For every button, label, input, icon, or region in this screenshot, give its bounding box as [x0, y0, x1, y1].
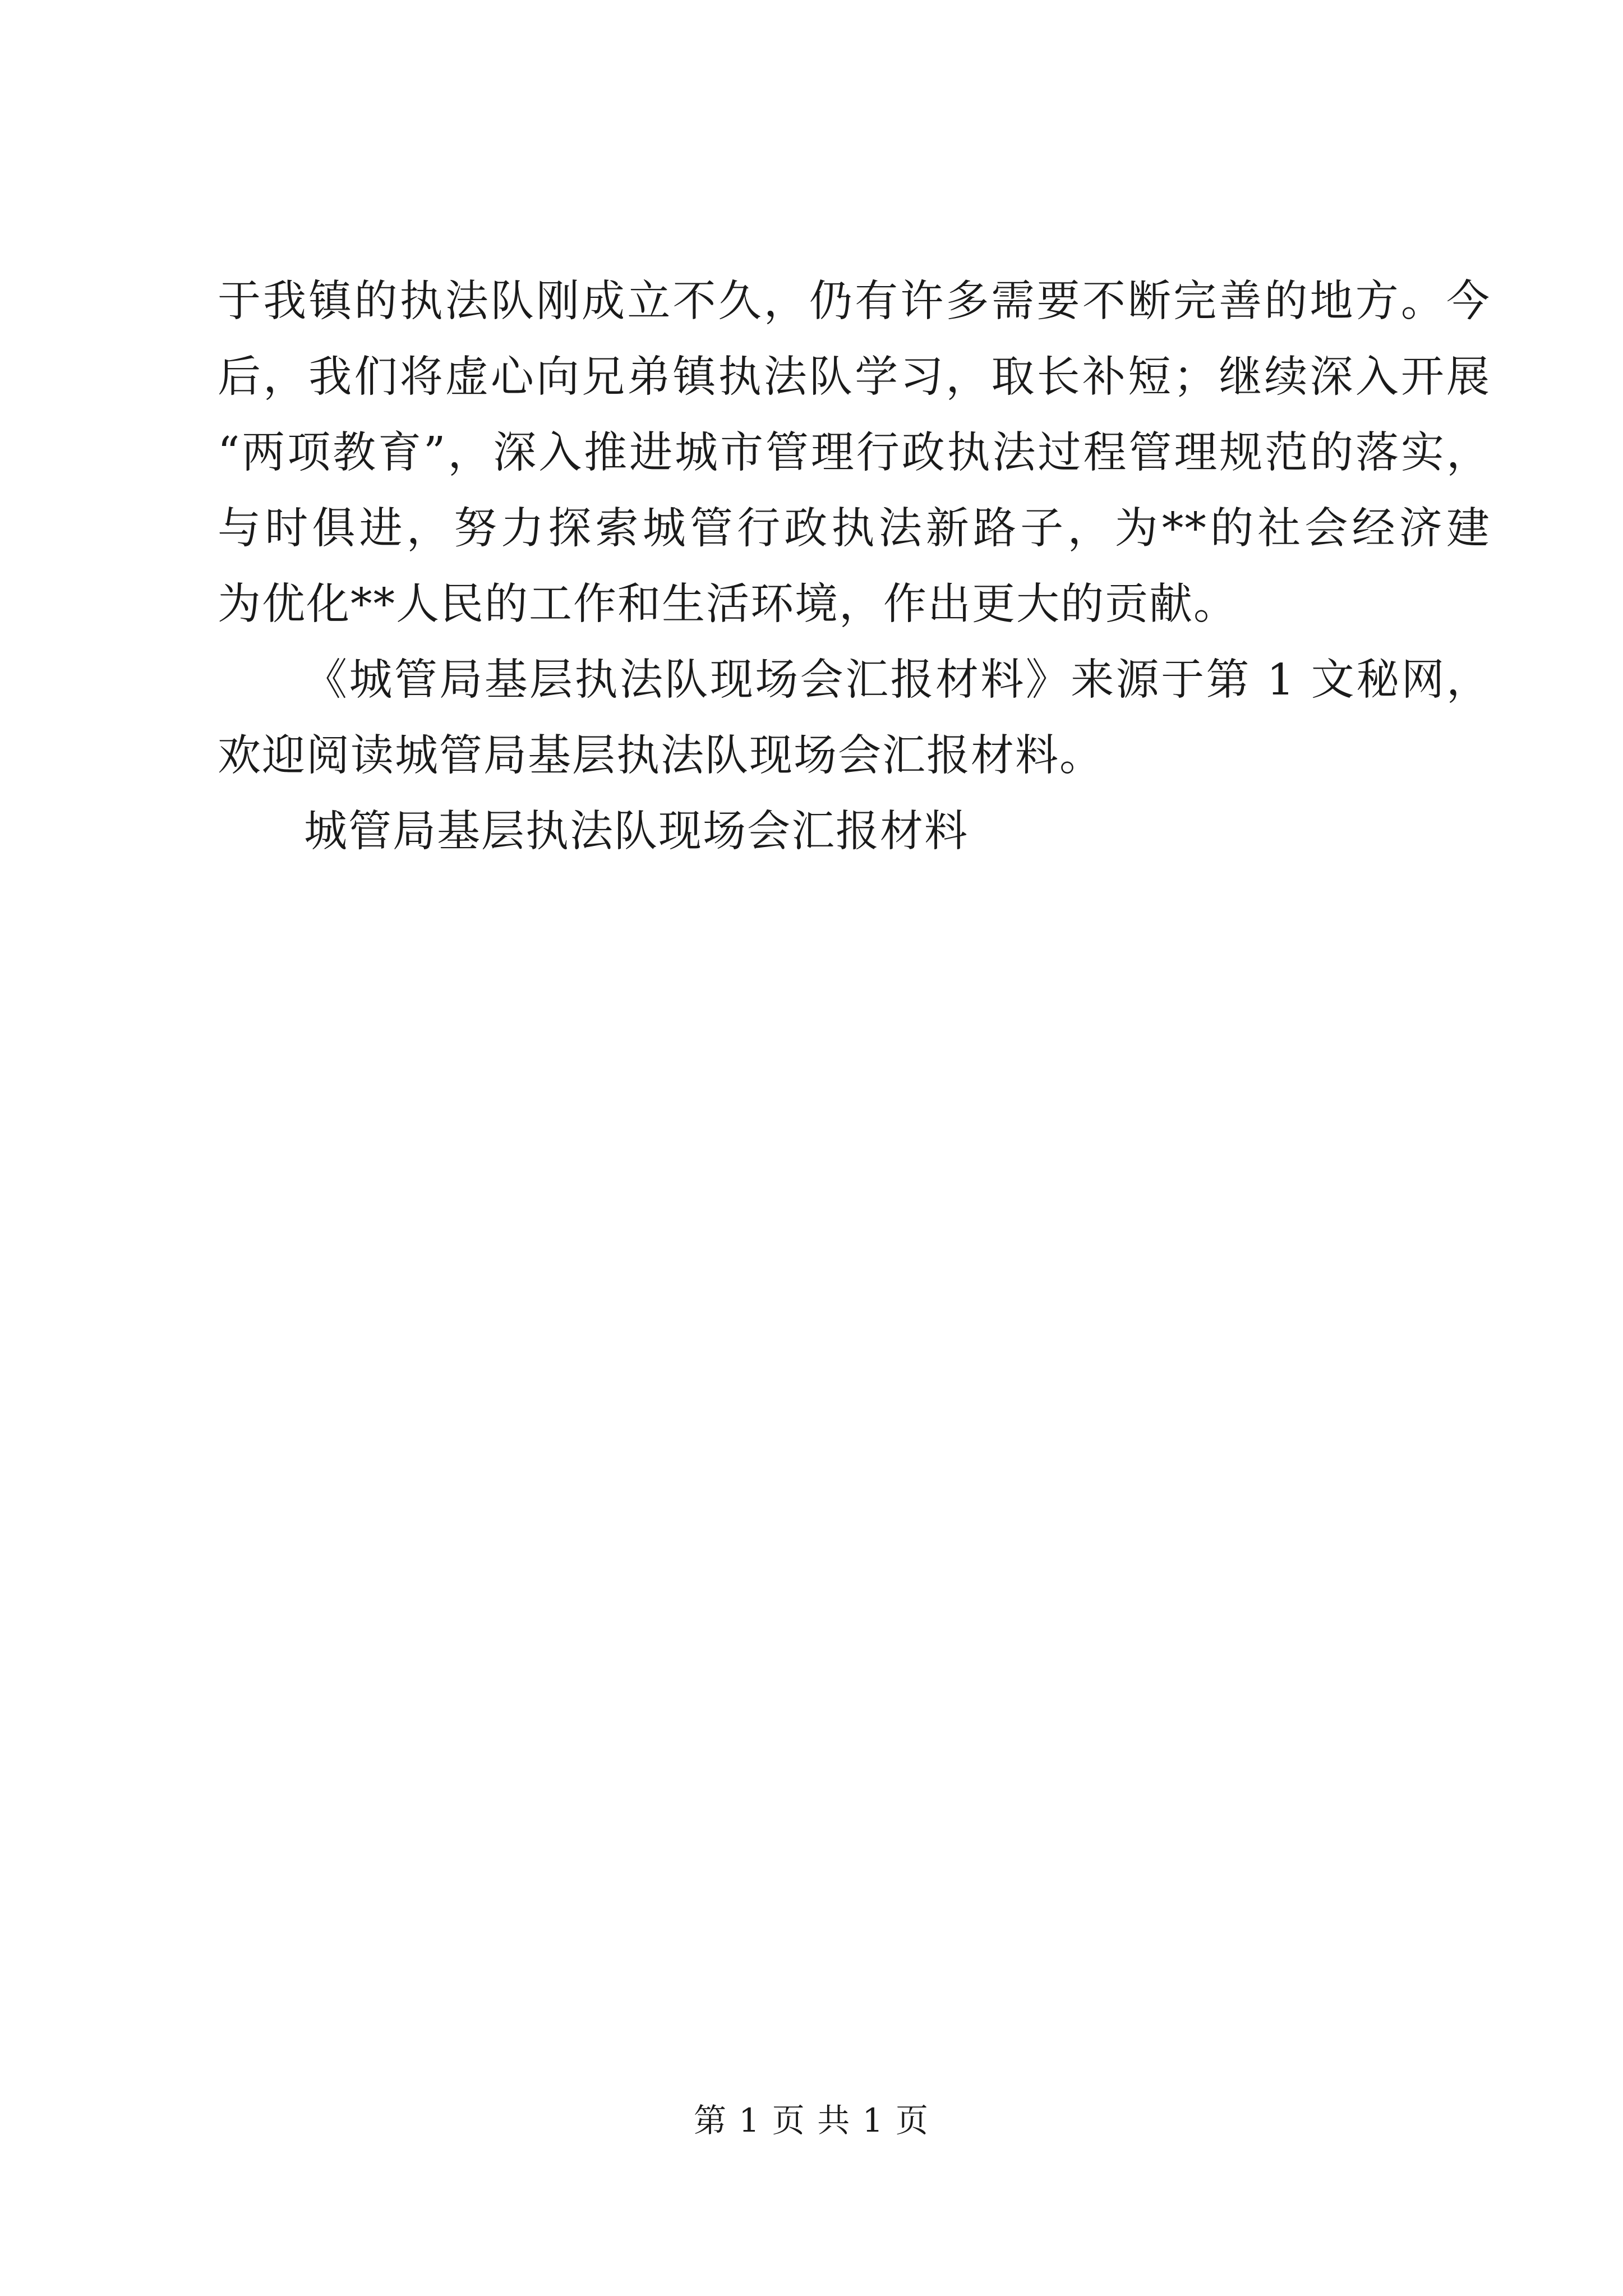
document-body	[218, 264, 1491, 869]
paragraph-1-line-4: 与时俱进，努力探索城管行政执法新路子，为**的社会经济建	[218, 504, 1491, 554]
paragraph-3: 城管局基层执法队现场会汇报材料	[304, 807, 969, 857]
paragraph-1-line-1: 于我镇的执法队刚成立不久，仍有许多需要不断完善的地方。今	[218, 277, 1491, 326]
paragraph-1-line-2: 后，我们将虚心向兄弟镇执法队学习，取长补短；继续深入开展	[218, 352, 1491, 402]
paragraph-2-line-1: 《城管局基层执法队现场会汇报材料》来源于第 1 文秘网，	[304, 655, 1491, 705]
page-number-footer: 第 1 页 共 1 页	[694, 2101, 929, 2139]
paragraph-1-line-3: “两项教育”，深入推进城市管理行政执法过程管理规范的落实，	[218, 428, 1491, 478]
paragraph-2-line-2: 欢迎阅读城管局基层执法队现场会汇报材料。	[218, 731, 1104, 781]
paragraph-1-line-5: 为优化**人民的工作和生活环境，作出更大的贡献。	[218, 579, 1238, 629]
